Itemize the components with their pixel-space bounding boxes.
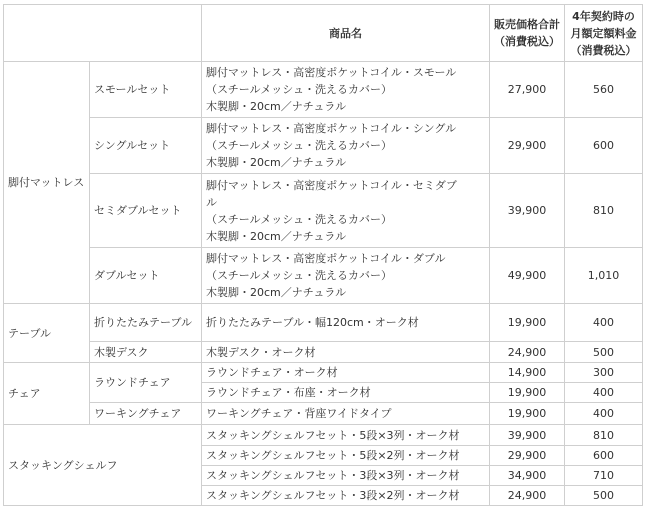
product-name-cell: 脚付マットレス・高密度ポケットコイル・セミダブ ル （スチールメッシュ・洗えるカバー） 木製脚・20cm／ナチュラル (202, 174, 490, 248)
price-cell: 39,900 (490, 174, 565, 248)
monthly-fee-cell: 810 (565, 174, 643, 248)
subcategory-cell: セミダブルセット (90, 174, 202, 248)
subcategory-cell: ワーキングチェア (90, 403, 202, 425)
price-cell: 49,900 (490, 248, 565, 304)
price-cell: 19,900 (490, 383, 565, 403)
product-name-cell: ラウンドチェア・布座・オーク材 (202, 383, 490, 403)
table-row (4, 174, 643, 248)
price-cell: 34,900 (490, 466, 565, 486)
price-cell: 19,900 (490, 304, 565, 342)
monthly-fee-cell: 300 (565, 363, 643, 383)
table-row (4, 425, 643, 446)
monthly-fee-cell: 400 (565, 383, 643, 403)
table-row (4, 118, 643, 174)
price-cell: 14,900 (490, 363, 565, 383)
product-name-cell: ワーキングチェア・背座ワイドタイプ (202, 403, 490, 425)
subcategory-cell: 木製デスク (90, 342, 202, 363)
category-cell: スタッキングシェルフ (4, 425, 202, 506)
monthly-fee-cell: 400 (565, 304, 643, 342)
product-name-cell: スタッキングシェルフセット・5段×3列・オーク材 (202, 425, 490, 446)
product-name-cell: スタッキングシェルフセット・5段×2列・オーク材 (202, 446, 490, 466)
product-name-cell: 脚付マットレス・高密度ポケットコイル・スモール （スチールメッシュ・洗えるカバー） 木製脚・20cm／ナチュラル (202, 62, 490, 118)
price-cell: 24,900 (490, 342, 565, 363)
table-row (4, 342, 643, 363)
category-cell: 脚付マットレス (4, 62, 90, 304)
price-cell: 27,900 (490, 62, 565, 118)
product-name-cell: スタッキングシェルフセット・3段×2列・オーク材 (202, 486, 490, 506)
price-table (3, 4, 643, 506)
monthly-fee-cell: 600 (565, 446, 643, 466)
subcategory-cell: ダブルセット (90, 248, 202, 304)
subcategory-cell: スモールセット (90, 62, 202, 118)
price-cell: 39,900 (490, 425, 565, 446)
header-empty-cell (4, 5, 202, 62)
price-cell: 29,900 (490, 446, 565, 466)
subcategory-cell: シングルセット (90, 118, 202, 174)
product-name-cell: ラウンドチェア・オーク材 (202, 363, 490, 383)
table-row (4, 403, 643, 425)
subcategory-cell: ラウンドチェア (90, 363, 202, 403)
product-name-cell: 折りたたみテーブル・幅120cm・オーク材 (202, 304, 490, 342)
monthly-fee-cell: 600 (565, 118, 643, 174)
table-row (4, 248, 643, 304)
product-name-cell: 脚付マットレス・高密度ポケットコイル・ダブル （スチールメッシュ・洗えるカバー） 木製脚・20cm／ナチュラル (202, 248, 490, 304)
monthly-fee-cell: 500 (565, 342, 643, 363)
table-row (4, 62, 643, 118)
product-name-cell: 木製デスク・オーク材 (202, 342, 490, 363)
monthly-fee-cell: 1,010 (565, 248, 643, 304)
header-monthly-fee: 4年契約時の 月額定額料金 （消費税込） (565, 5, 643, 62)
header-price: 販売価格合計 （消費税込） (490, 5, 565, 62)
category-cell: テーブル (4, 304, 90, 363)
product-name-cell: スタッキングシェルフセット・3段×3列・オーク材 (202, 466, 490, 486)
monthly-fee-cell: 810 (565, 425, 643, 446)
monthly-fee-cell: 500 (565, 486, 643, 506)
price-cell: 29,900 (490, 118, 565, 174)
table-row (4, 363, 643, 383)
header-product-name: 商品名 (202, 5, 490, 62)
product-name-cell: 脚付マットレス・高密度ポケットコイル・シングル （スチールメッシュ・洗えるカバー） 木製脚・20cm／ナチュラル (202, 118, 490, 174)
price-cell: 24,900 (490, 486, 565, 506)
monthly-fee-cell: 400 (565, 403, 643, 425)
category-cell: チェア (4, 363, 90, 425)
header-row (4, 5, 643, 62)
monthly-fee-cell: 710 (565, 466, 643, 486)
table-row (4, 304, 643, 342)
monthly-fee-cell: 560 (565, 62, 643, 118)
price-cell: 19,900 (490, 403, 565, 425)
subcategory-cell: 折りたたみテーブル (90, 304, 202, 342)
